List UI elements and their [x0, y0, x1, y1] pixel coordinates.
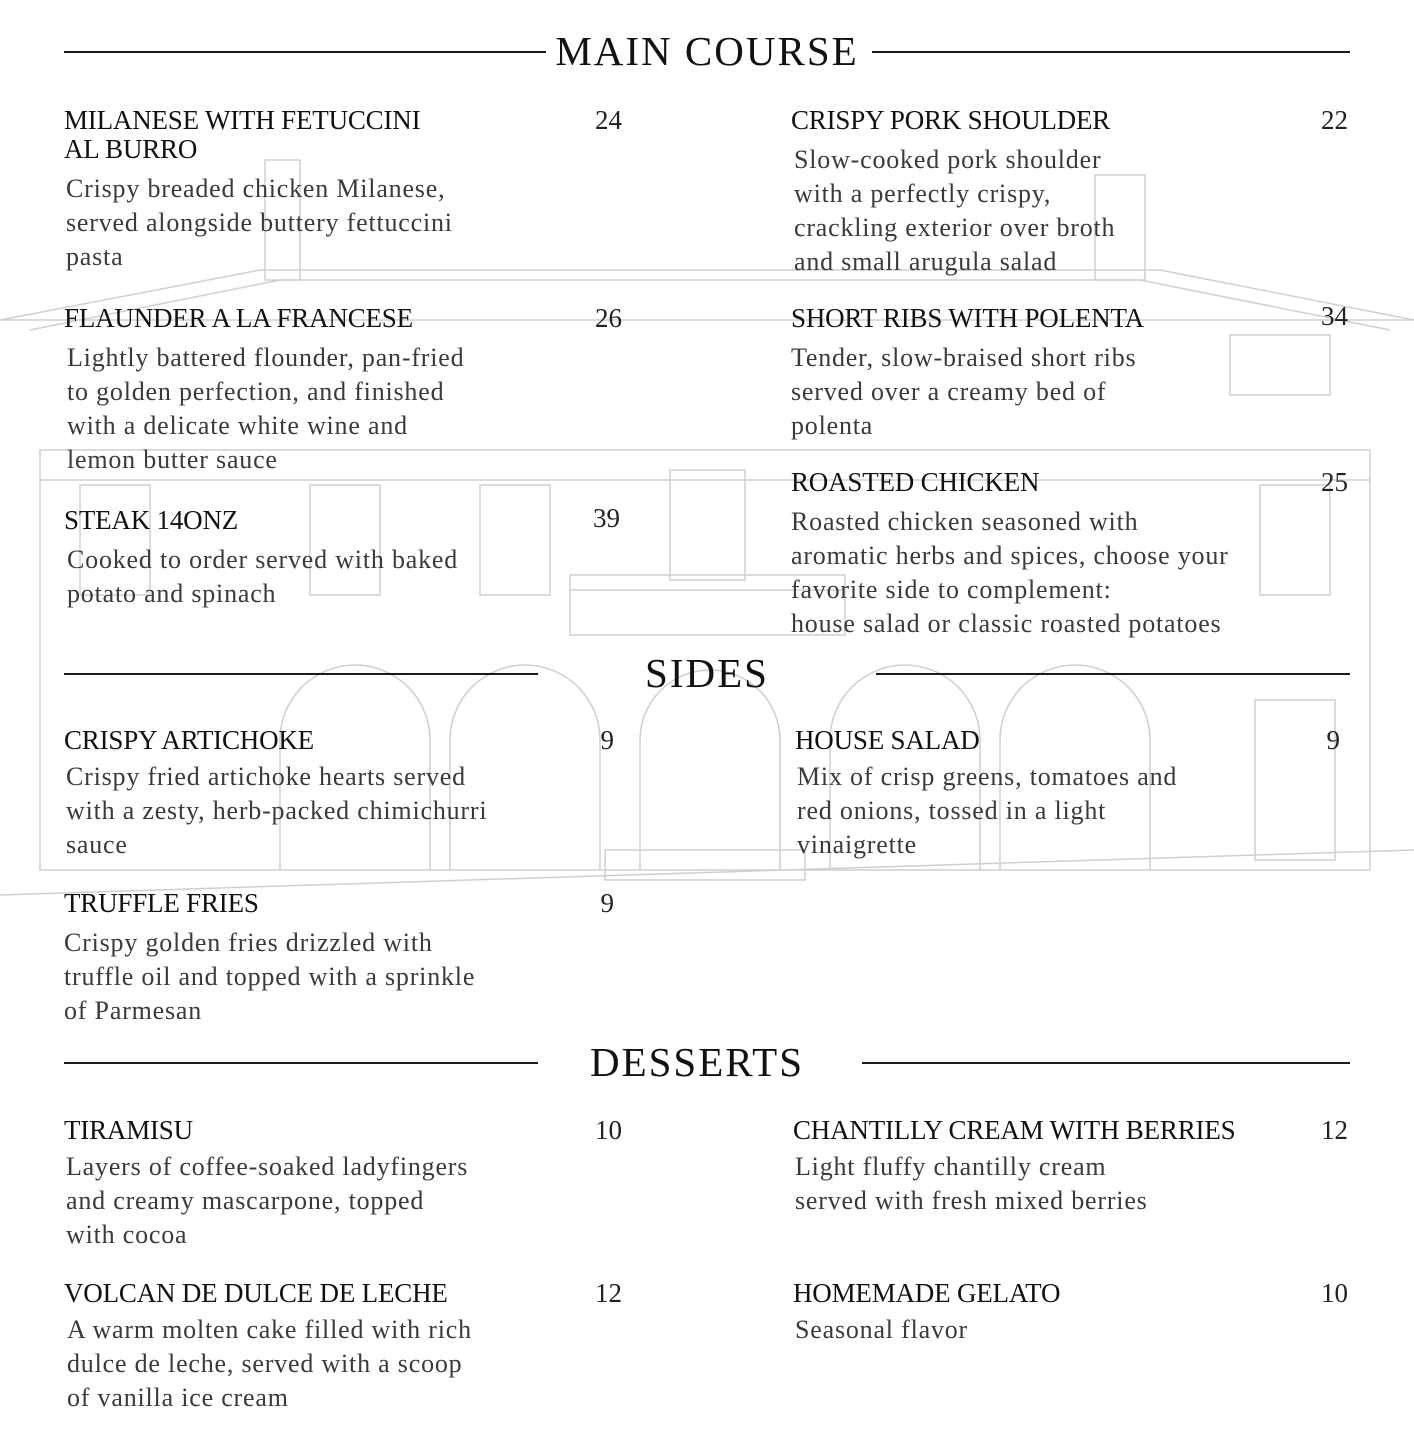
item-price: 12	[1321, 1115, 1348, 1145]
item-description: Tender, slow-braised short ribs served over a creamy bed of polenta	[791, 343, 1137, 440]
menu-item-short-ribs	[791, 304, 1291, 443]
item-price: 10	[1321, 1278, 1348, 1308]
item-price: 9	[1326, 725, 1340, 755]
item-price: 9	[600, 725, 614, 755]
item-price: 25	[1321, 467, 1348, 497]
item-description: Crispy golden fries drizzled with truffle oil and topped with a sprinkle of Parmesan	[64, 928, 476, 1025]
item-description: Crispy breaded chicken Milanese, served alongside buttery fettuccini pasta	[66, 174, 453, 271]
item-price: 10	[595, 1115, 622, 1145]
item-description: Mix of crisp greens, tomatoes and red onions, tossed in a light vinaigrette	[797, 762, 1178, 859]
item-description: Cooked to order served with baked potato and spinach	[67, 545, 459, 608]
item-description: Slow-cooked pork shoulder with a perfectly crispy, crackling exterior over broth and small arugula salad	[794, 145, 1116, 276]
menu-item-milanese	[64, 106, 584, 274]
menu-item-roasted-chicken	[791, 468, 1331, 641]
menu-item-volcan	[64, 1279, 584, 1415]
item-name: CRISPY PORK SHOULDER	[791, 105, 1111, 135]
item-price: 34	[1321, 301, 1348, 331]
item-name: HOUSE SALAD	[795, 725, 980, 755]
section-header-main-course	[64, 26, 1350, 76]
menu-item-truffle-fries	[64, 889, 584, 1028]
item-name: ROASTED CHICKEN	[791, 467, 1040, 497]
item-description: A warm molten cake filled with rich dulce de leche, served with a scoop of vanilla ice cream	[67, 1315, 472, 1412]
section-header-sides	[64, 648, 1350, 698]
item-name: SHORT RIBS WITH POLENTA	[791, 303, 1144, 333]
item-price: 26	[595, 303, 622, 333]
menu-item-steak	[64, 506, 584, 611]
item-description: Crispy fried artichoke hearts served with a zesty, herb-packed chimichurri sauce	[66, 762, 488, 859]
menu-item-pork-shoulder	[791, 106, 1291, 279]
section-title: MAIN COURSE	[555, 28, 859, 74]
divider-line	[876, 673, 1350, 675]
divider-line	[862, 1062, 1350, 1064]
menu-item-crispy-artichoke	[64, 726, 584, 862]
item-description: Layers of coffee-soaked ladyfingers and creamy mascarpone, topped with cocoa	[66, 1152, 469, 1249]
section-title: SIDES	[645, 650, 769, 696]
item-description: Light fluffy chantilly cream served with fresh mixed berries	[795, 1152, 1148, 1215]
item-name: CRISPY ARTICHOKE	[64, 725, 314, 755]
item-name: FLAUNDER A LA FRANCESE	[64, 303, 413, 333]
menu-item-house-salad	[795, 726, 1275, 862]
menu-item-gelato	[793, 1279, 1293, 1347]
item-price: 9	[600, 888, 614, 918]
item-price: 12	[595, 1278, 622, 1308]
item-name: VOLCAN DE DULCE DE LECHE	[64, 1278, 448, 1308]
item-description: Lightly battered flounder, pan-fried to golden perfection, and finished with a delicate white wine and lemon butter sauce	[67, 343, 465, 474]
item-name: CHANTILLY CREAM WITH BERRIES	[793, 1115, 1236, 1145]
section-title: DESSERTS	[589, 1039, 805, 1085]
item-description: Seasonal flavor	[795, 1315, 969, 1344]
item-name: HOMEMADE GELATO	[793, 1278, 1061, 1308]
item-name: TRUFFLE FRIES	[64, 888, 259, 918]
item-price: 24	[595, 105, 622, 135]
item-price: 22	[1321, 105, 1348, 135]
item-description: Roasted chicken seasoned with aromatic herbs and spices, choose your favorite side to complement: house salad or classic roasted potatoes	[791, 507, 1229, 638]
menu-item-flaunder	[64, 304, 584, 477]
section-header-desserts	[64, 1037, 1350, 1087]
item-name: STEAK 14ONZ	[64, 505, 239, 535]
item-price: 39	[593, 503, 620, 533]
divider-line	[872, 51, 1350, 53]
menu-item-tiramisu	[64, 1116, 584, 1252]
menu-item-chantilly	[793, 1116, 1293, 1218]
item-name: TIRAMISU	[64, 1115, 193, 1145]
item-name: MILANESE WITH FETUCCINI AL BURRO	[64, 105, 421, 164]
